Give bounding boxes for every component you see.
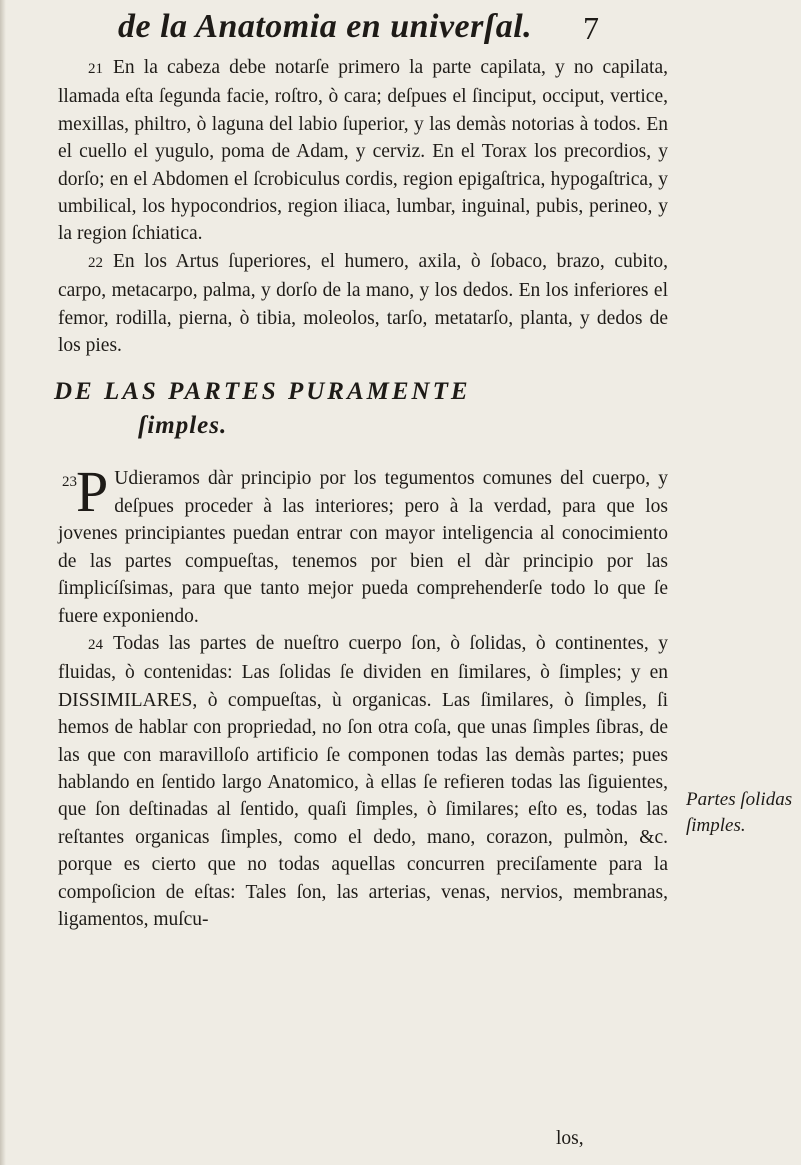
page-body — [54, 54, 668, 933]
paragraph-text: En los Artus ſuperiores, el humero, axila, ò ſobaco, brazo, cubito, carpo, metacarpo, palma, y dorſo de la mano, y los dedos. En los inferiores el femor, rodilla, pierna, ò tibia, moleolos, tarſo, metatarſo, planta, y dedos de los pies. — [58, 250, 668, 357]
page-gutter-shadow — [0, 0, 6, 1165]
page-number: 7 — [583, 10, 599, 46]
section-heading-line-1: DE LAS PARTES PURAMENTE — [54, 378, 471, 406]
section-heading — [54, 375, 668, 443]
paragraph-23 — [58, 459, 668, 629]
margin-note: Partes ſolidas ſimples. — [686, 789, 793, 836]
paragraph-24 — [58, 630, 668, 933]
paragraph-21 — [58, 54, 668, 248]
running-title: de la Anatomia en univerſal. — [118, 8, 533, 45]
paragraph-number: 21 — [88, 61, 103, 77]
paragraph-number: 24 — [88, 636, 103, 653]
drop-cap: P — [76, 459, 109, 525]
paragraph-number: 22 — [88, 254, 103, 271]
page-header — [118, 8, 618, 54]
section-heading-line-2: ſimples. — [138, 412, 228, 440]
paragraph-number: 23 — [62, 474, 77, 491]
paragraph-text: Todas las partes de nueſtro cuerpo ſon, ò ſolidas, ò continentes, y fluidas, ò contenidas: Las ſolidas ſe dividen en ſimilares, ò ſimples; y en DISSIMILARES, ò compueſtas, ù organicas. Las ſimilares, ò ſimples, ſi hemos de hablar con propriedad, no ſon otra coſa, que unas ſimples ſibras, de las que con maravilloſo artificio ſe componen todas las demàs partes; pues hablando en ſentido largo Anatomico, à ellas ſe refieren todas las ſiguientes, que ſon deſtinadas al ſentido, quaſi ſimples, ò ſimilares; eſto es, todas las reſtantes organicas ſimples, como el dedo, mano, corazon, pulmòn, &c. porque es cierto que no todas aquellas concurren preciſamente para la compoſicion de eſtas: Tales ſon, las arterias, venas, nervios, membranas, ligamentos, muſcu- — [58, 632, 668, 930]
paragraph-text: Udieramos dàr principio por los tegumentos comunes del cuerpo, y deſpues proceder à las interiores; pero à la verdad, para que los jovenes principiantes puedan entrar con mayor inteligencia al conocimiento de las partes compueſtas, tenemos por bien el dàr principio por las ſimplicíſsimas, para que tanto mejor pueda comprehenderſe todo lo que ſe fuere exponiendo. — [58, 468, 668, 627]
catchword: los, — [556, 1128, 584, 1149]
paragraph-22 — [58, 248, 668, 360]
paragraph-text: En la cabeza debe notarſe primero la parte capilata, y no capilata, llamada eſta ſegunda facie, roſtro, ò cara; deſpues el ſinciput, occiput, vertice, mexillas, philtro, ò laguna del labio ſuperior, y las demàs notorias à todos. En el cuello el yugulo, poma de Adam, y cerviz. En el Torax los precordios, y dorſo; en el Abdomen el ſcrobiculus cordis, region epigaſtrica, hypogaſtrica, y umbilical, los hypocondrios, region iliaca, lumbar, inguinal, pubis, perineo, y la region ſchiatica. — [58, 57, 668, 245]
